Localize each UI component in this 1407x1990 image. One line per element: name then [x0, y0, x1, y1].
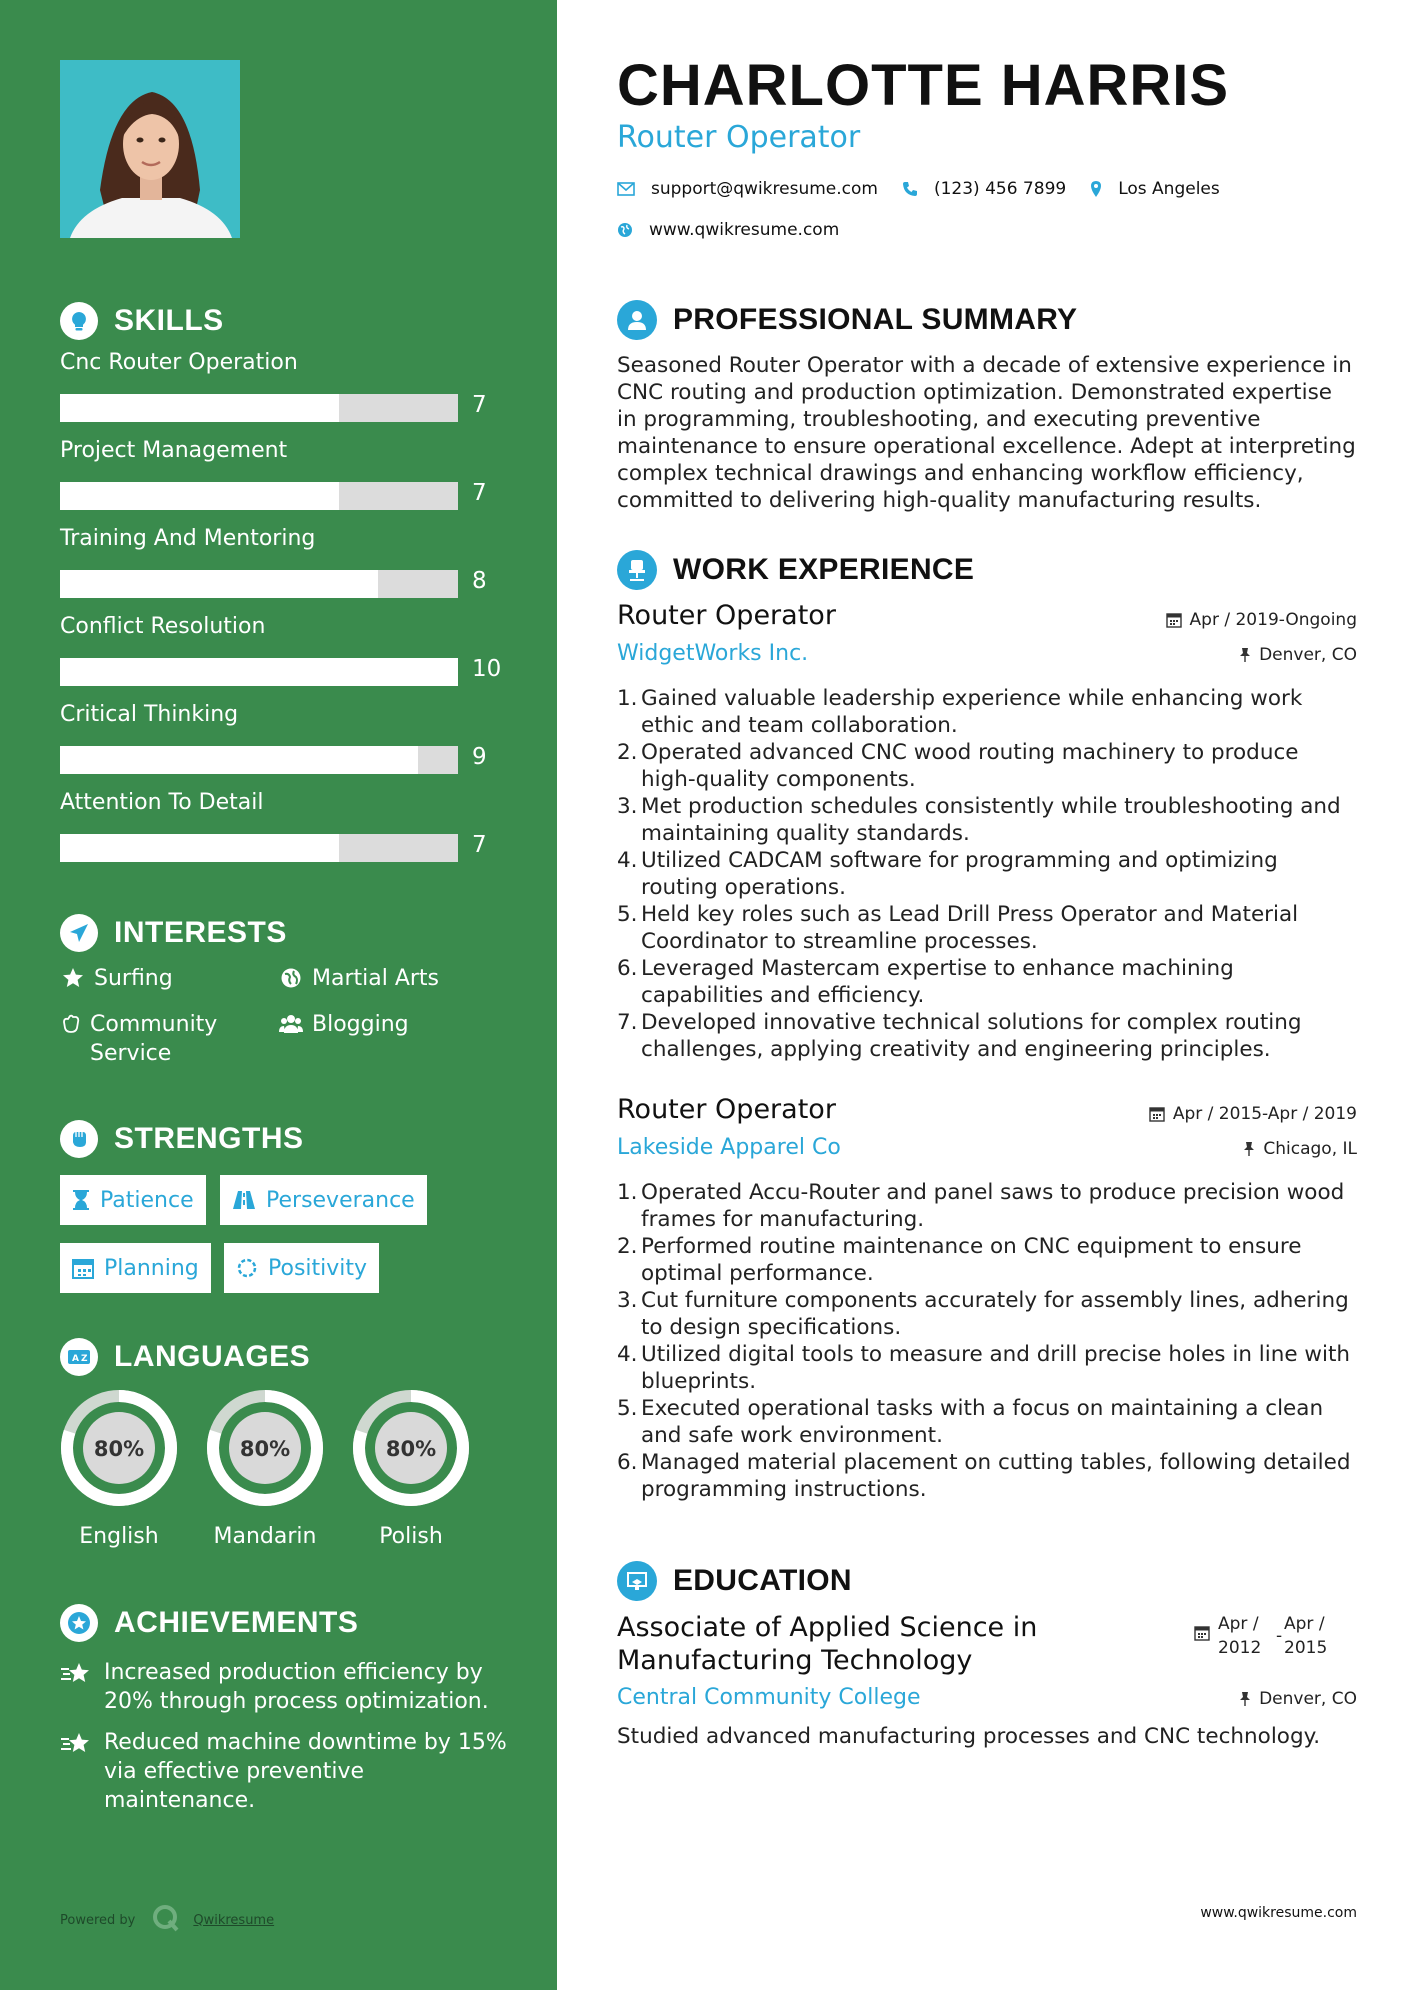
lightbulb-icon	[60, 302, 98, 340]
job-company: WidgetWorks Inc.	[617, 641, 809, 666]
education-heading: EDUCATION	[617, 1561, 852, 1601]
calendar-icon	[1166, 612, 1182, 628]
strength-chip	[224, 1243, 379, 1293]
strength-label: Positivity	[268, 1255, 368, 1281]
education-school: Central Community College	[617, 1685, 921, 1710]
duty-text: Held key roles such as Lead Drill Press Operator and Material Coordinator to streamline processes.	[641, 902, 1299, 954]
achievement-text: Reduced machine downtime by 15% via effective preventive maintenance.	[104, 1730, 507, 1813]
end-month: Apr /	[1284, 1614, 1325, 1634]
job-title: Router Operator	[617, 1094, 836, 1125]
education-location-text: Denver, CO	[1259, 1689, 1357, 1709]
hourglass-icon	[72, 1189, 90, 1211]
pushpin-icon	[1239, 647, 1251, 663]
duty-number: 6.	[617, 1450, 638, 1475]
experience-heading: WORK EXPERIENCE	[617, 550, 974, 590]
job-location	[1239, 645, 1357, 665]
interest-item	[60, 964, 260, 993]
language-percent: 80%	[93, 1437, 145, 1461]
job-location-text: Denver, CO	[1259, 645, 1357, 665]
duty-text: Cut furniture components accurately for assembly lines, adhering to design specifications.	[641, 1288, 1349, 1340]
candidate-role: Router Operator	[617, 120, 861, 155]
duty-number: 1.	[617, 686, 638, 711]
duty-item	[617, 1179, 1357, 1233]
duty-text: Executed operational tasks with a focus on maintaining a clean and safe work environment.	[641, 1396, 1324, 1448]
duty-item	[617, 955, 1357, 1009]
job-company: Lakeside Apparel Co	[617, 1135, 841, 1160]
contact-email[interactable]	[617, 179, 878, 199]
strength-label: Perseverance	[266, 1187, 415, 1213]
duty-item	[617, 685, 1357, 739]
envelope-icon	[617, 182, 635, 196]
language-percent: 80%	[385, 1437, 437, 1461]
phone-icon	[902, 181, 918, 197]
job-location-text: Chicago, IL	[1263, 1139, 1357, 1159]
sidebar	[0, 0, 557, 1990]
strength-chip	[60, 1175, 206, 1225]
svg-text:A: A	[72, 1354, 79, 1364]
skill-value: 9	[472, 744, 487, 770]
start-month: Apr /	[1218, 1614, 1259, 1634]
pushpin-icon	[1239, 1691, 1251, 1707]
calendar-icon	[1194, 1612, 1210, 1660]
duty-item	[617, 1233, 1357, 1287]
qwikresume-link[interactable]: Qwikresume	[193, 1912, 275, 1928]
star-icon	[60, 964, 86, 989]
job-title: Router Operator	[617, 600, 836, 631]
fist-icon	[60, 1120, 98, 1158]
language-ring	[349, 1386, 473, 1510]
interest-item	[278, 964, 498, 993]
skill-value: 7	[472, 480, 487, 506]
start-year: 2012	[1218, 1638, 1262, 1658]
duty-item	[617, 847, 1357, 901]
duty-number: 4.	[617, 1342, 638, 1367]
contact-row	[617, 179, 1244, 199]
duty-text: Managed material placement on cutting tables, following detailed programming instructions.	[641, 1450, 1351, 1502]
language-ring	[203, 1386, 327, 1510]
skill-name: Conflict Resolution	[60, 614, 266, 639]
language-name: Polish	[379, 1524, 443, 1549]
skill-value: 7	[472, 832, 487, 858]
skill-name: Cnc Router Operation	[60, 350, 298, 375]
skill-name: Critical Thinking	[60, 702, 239, 727]
interest-label: Community Service	[90, 1012, 218, 1066]
skill-value: 7	[472, 392, 487, 418]
education-end	[1284, 1612, 1342, 1660]
duty-number: 6.	[617, 956, 638, 981]
skill-bar	[60, 570, 458, 598]
duty-number: 2.	[617, 1234, 638, 1259]
contact-website[interactable]	[617, 220, 839, 240]
achievement-item	[60, 1658, 510, 1716]
duty-item	[617, 1395, 1357, 1449]
interest-item	[60, 1010, 260, 1068]
job-dates-text: Apr / 2015-Apr / 2019	[1172, 1104, 1357, 1124]
education-degree: Associate of Applied Science in Manufacturing Technology	[617, 1612, 1038, 1676]
user-icon	[617, 300, 657, 340]
svg-text:Z: Z	[81, 1354, 88, 1364]
interest-label: Blogging	[312, 1012, 409, 1037]
duty-number: 7.	[617, 1010, 638, 1035]
candidate-name: CHARLOTTE HARRIS	[617, 53, 1230, 118]
duty-item	[617, 1449, 1357, 1503]
strength-label: Patience	[100, 1187, 194, 1213]
duty-text: Operated advanced CNC wood routing machinery to produce high-quality components.	[641, 740, 1299, 792]
duty-item	[617, 793, 1357, 847]
language-item	[349, 1386, 473, 1549]
powered-by	[60, 1903, 274, 1937]
interests-heading: INTERESTS	[60, 914, 287, 952]
footer-url[interactable]: www.qwikresume.com	[1200, 1905, 1357, 1921]
shooting-star-icon	[60, 1728, 92, 1815]
website-text: www.qwikresume.com	[649, 220, 840, 240]
strength-label: Planning	[104, 1255, 199, 1281]
job-location	[1243, 1139, 1357, 1159]
star-badge-icon	[60, 1604, 98, 1642]
skill-item	[60, 614, 502, 682]
language-item	[57, 1386, 181, 1549]
education-start	[1218, 1612, 1276, 1660]
language-percent: 80%	[239, 1437, 291, 1461]
language-item	[203, 1386, 327, 1549]
duty-number: 5.	[617, 902, 638, 927]
achievement-text: Increased production efficiency by 20% through process optimization.	[104, 1660, 489, 1714]
date-separator: -	[1276, 1626, 1283, 1646]
duty-text: Developed innovative technical solutions for complex routing challenges, applying creativity and engineering principles.	[641, 1010, 1302, 1062]
skill-name: Training And Mentoring	[60, 526, 316, 551]
skill-bar	[60, 394, 458, 422]
education-location	[1239, 1689, 1357, 1709]
contact-phone[interactable]	[902, 179, 1066, 199]
skill-item	[60, 526, 500, 594]
powered-by-label: Powered by	[60, 1912, 136, 1928]
phone-text: (123) 456 7899	[933, 179, 1067, 199]
end-year: 2015	[1284, 1638, 1328, 1658]
job-dates-text: Apr / 2019-Ongoing	[1189, 610, 1357, 630]
skill-bar-fill	[60, 482, 339, 510]
job-dates	[1149, 1104, 1357, 1124]
duty-text: Utilized CADCAM software for programming and optimizing routing operations.	[641, 848, 1278, 900]
skill-value: 10	[472, 656, 502, 682]
interest-label: Surfing	[94, 966, 173, 991]
skill-bar	[60, 746, 458, 774]
skill-bar	[60, 658, 458, 686]
job-duties	[617, 685, 1357, 1063]
duty-number: 3.	[617, 794, 638, 819]
job-duties	[617, 1179, 1357, 1503]
pushpin-icon	[1243, 1141, 1255, 1157]
duty-item	[617, 739, 1357, 793]
website-row	[617, 220, 863, 240]
spinner-icon	[236, 1257, 258, 1279]
skill-name: Attention To Detail	[60, 790, 264, 815]
globe-icon	[617, 222, 633, 238]
strength-chip	[60, 1243, 211, 1293]
duty-text: Gained valuable leadership experience while enhancing work ethic and team collaboration.	[641, 686, 1303, 738]
duty-item	[617, 1287, 1357, 1341]
paper-plane-icon	[60, 914, 98, 952]
skill-item	[60, 350, 500, 418]
skill-bar-fill	[60, 570, 378, 598]
strengths-heading: STRENGTHS	[60, 1120, 304, 1158]
shooting-star-icon	[60, 1658, 92, 1716]
duty-number: 5.	[617, 1396, 638, 1421]
achievement-item	[60, 1728, 510, 1815]
email-text: support@qwikresume.com	[651, 179, 878, 199]
duty-number: 2.	[617, 740, 638, 765]
duty-text: Operated Accu-Router and panel saws to produce precision wood frames for manufacturing.	[641, 1180, 1345, 1232]
users-icon	[278, 1010, 304, 1035]
language-icon	[60, 1338, 98, 1376]
education-dates	[1194, 1612, 1342, 1660]
contact-location	[1090, 179, 1220, 199]
summary-text: Seasoned Router Operator with a decade of extensive experience in CNC routing and production optimization. Demonstrated expertise in programming, troubleshooting, and executing preventive maintenance to ensure operational excellence. Adept at interpreting complex technical drawings and enhancing workflow efficiency, committed to delivering high-quality manufacturing results.	[617, 353, 1356, 513]
duty-number: 1.	[617, 1180, 638, 1205]
duty-text: Utilized digital tools to measure and drill precise holes in line with blueprints.	[641, 1342, 1351, 1394]
interest-label: Martial Arts	[312, 966, 440, 991]
duty-number: 3.	[617, 1288, 638, 1313]
qwikresume-logo-icon	[151, 1903, 181, 1937]
duty-item	[617, 901, 1357, 955]
duty-item	[617, 1009, 1357, 1063]
skill-bar-fill	[60, 658, 458, 686]
education-description: Studied advanced manufacturing processes and CNC technology.	[617, 1724, 1321, 1749]
skill-bar-fill	[60, 834, 339, 862]
skill-bar-fill	[60, 394, 339, 422]
location-text: Los Angeles	[1118, 179, 1220, 199]
graduation-icon	[617, 1561, 657, 1601]
skill-item	[60, 790, 500, 858]
duty-item	[617, 1341, 1357, 1395]
skill-bar-fill	[60, 746, 418, 774]
skill-item	[60, 702, 500, 770]
language-name: Mandarin	[213, 1524, 317, 1549]
strength-chip	[220, 1175, 427, 1225]
hand-icon	[60, 1010, 82, 1035]
skills-heading: SKILLS	[60, 302, 224, 340]
interest-item	[278, 1010, 498, 1039]
duty-text: Performed routine maintenance on CNC equipment to ensure optimal performance.	[641, 1234, 1302, 1286]
calendar-icon	[1149, 1106, 1165, 1122]
skill-name: Project Management	[60, 438, 288, 463]
duty-number: 4.	[617, 848, 638, 873]
globe-icon	[278, 964, 304, 989]
calendar-icon	[72, 1257, 94, 1279]
profile-photo	[60, 60, 240, 238]
duty-text: Leveraged Mastercam expertise to enhance machining capabilities and efficiency.	[641, 956, 1234, 1008]
languages-heading: A Z LANGUAGES	[60, 1338, 310, 1376]
skill-bar	[60, 482, 458, 510]
skill-item	[60, 438, 500, 506]
duty-text: Met production schedules consistently while troubleshooting and maintaining quality standards.	[641, 794, 1341, 846]
office-chair-icon	[617, 550, 657, 590]
map-pin-icon	[1090, 180, 1102, 198]
language-ring	[57, 1386, 181, 1510]
main-content	[557, 0, 1407, 1990]
road-icon	[232, 1190, 256, 1210]
job-dates	[1166, 610, 1357, 630]
summary-heading: PROFESSIONAL SUMMARY	[617, 300, 1077, 340]
skill-value: 8	[472, 568, 487, 594]
achievements-heading: ACHIEVEMENTS	[60, 1604, 358, 1642]
language-name: English	[79, 1524, 159, 1549]
skill-bar	[60, 834, 458, 862]
